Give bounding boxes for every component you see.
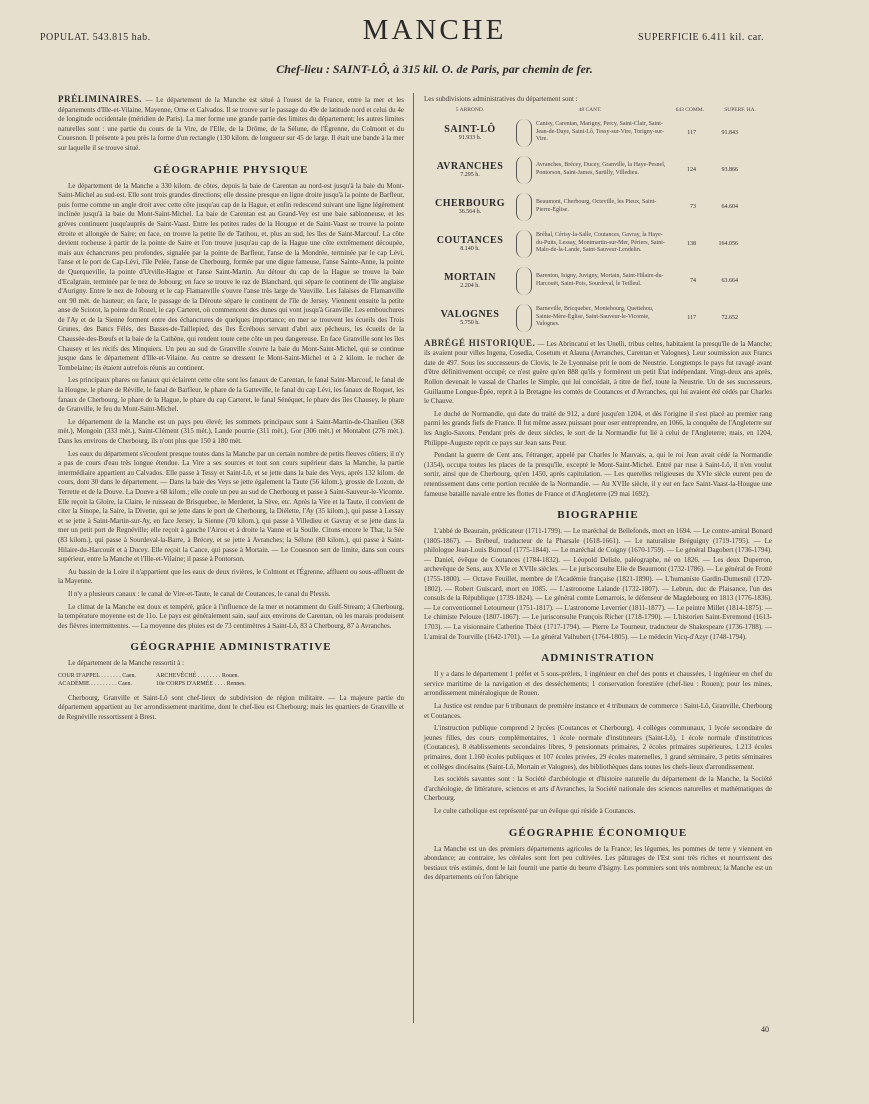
preliminaires-text: — Le département de la Manche est situé à l'ouest de la France, entre la mer et les départements d'Ille-et-Vilaine, Mayenne, Orne et Calvados. Il se trouve sur le passage du 49e de latitude nord et celui du 4e de longitude occidentale (méridien de Paris). La mer forme une grande partie des limites du département; les autres limites naturelles sont : une partie du cours de la Vire, de l'Elle, de la Drôme, de la Sélune, de l'Égrenne, du Colmont et du Couesnon. Il présente à peu près la forme d'un rectangle (130 kilom. de longueur sur 45 de large. Il était une bande à la mer sur laquelle il se trouve situé. xyxy=(58,96,405,152)
arrondissement-row xyxy=(424,302,772,334)
arrondissement-surface: 91.843 xyxy=(721,129,738,136)
arrondissement-communes: 117 xyxy=(687,129,696,136)
page-title: MANCHE xyxy=(362,14,507,46)
subdiv-col-header: SUPERF. HA. xyxy=(724,106,756,113)
column-divider xyxy=(413,93,414,1023)
subdiv-col-header: 48 CANT. xyxy=(578,106,602,113)
arrondissement-cantons: Bréhal, Cérisy-la-Salle, Coutances, Gavray, la Haye-du-Puits, Lessay, Montmartin-sur-Mer, Périers, Saint-Malo-de-la-Lande, Saint-Sauveur-Lendelin. xyxy=(536,232,665,254)
arrondissement-surface: 64.604 xyxy=(721,203,738,210)
arrondissement-communes: 74 xyxy=(690,277,696,284)
geo-admin-heading: GÉOGRAPHIE ADMINISTRATIVE xyxy=(130,641,332,654)
geo-physique-paragraph: Les eaux du département s'écoulent presque toutes dans la Manche par un certain nombre de petits fleuves côtiers; il n'y a pas de cours d'eau très longue étendue. La Vire a ses sources et tout son cours supérieur dans la Manche, la partie intermédiaire appartient au Calvados. Elle passe à Tessy et Saint-Lô, et se jette dans la baie des Veys, après 132 kilom. de cours, dont 30 dans le département. — Dans la baie des Veys se jette également la Taute (56 kilom.), grossie de Lozon, de Terrette et de la Douve. La Douve a 68 kilom.; elle coule un peu au sud de Cherbourg et passe à Saint-Sauveur-le-Vicomte. Elle reçoit la Gloire, la Claire, le ruisseau de Brisquebec, le Merderet, la Sève, etc. Après la Vire et la Taute, il convient de citer la Sinope, la Saire, la Divette, qui se jette dans le port de Cherbourg, la Diélette, l'Ay (35 kilom.), qui passe à Lessay et se jette à Saint-Martin-sur-Ay, en face Jersey, la Sienne (70 kilom.), qui passe à Villedieu et Gavray et se jette dans la mer un petit port de Regnéville; elle reçoit à gauche l'Airou et à droite la Vanne et la Soulle. Citons encore le Thar, la Sée (83 kilom.), qui passe à Sourdeval-la-Barre, à Brécey, et se jette à Avranches; la Sélune (80 kilom.), qui passe à Saint-Hilaire-du-Harcouët et à Ducey. Elle reçoit la Cance, qui passe à Mortain. — Le Couesnon sert de limite, dans son cours supérieur, entre la Manche et l'Ille-et-Vilaine; il passe à Pontorson. xyxy=(58,449,404,564)
arrondissement-name: COUTANCES xyxy=(436,235,504,247)
biographie-heading: BIOGRAPHIE xyxy=(557,509,639,522)
preliminaires-heading: PRÉLIMINAIRES. xyxy=(58,94,143,104)
administration-paragraph: Les sociétés savantes sont : la Société d'archéologie et d'histoire naturelle du département de la Manche, la Société d'archéologie, de littérature, sciences et arts d'Avranches, la Société nationale des sciences naturelles et mathématiques de Cherbourg. xyxy=(424,775,772,803)
subdivisions-header xyxy=(424,107,772,113)
arrondissement-surface: 72.652 xyxy=(721,314,738,321)
arrondissement-pop: 2.204 h. xyxy=(460,283,480,290)
arrondissement-name: VALOGNES xyxy=(440,309,500,321)
brace-icon xyxy=(516,193,532,221)
arrondissement-pop: 36.564 h. xyxy=(458,209,482,216)
geo-admin-table xyxy=(58,672,404,688)
arrondissement-name: SAINT-LÔ xyxy=(444,124,496,136)
geo-admin-row xyxy=(58,680,404,688)
arrondissement-row xyxy=(424,191,772,223)
brace-icon xyxy=(516,119,532,147)
arrondissement-row xyxy=(424,265,772,297)
brace-icon xyxy=(516,230,532,258)
biographie-paragraph: L'abbé de Beaurain, prédicateur (1711-1799). — Le maréchal de Bellefonds, mort en 1694. — Le contre-amiral Bonard (1805-1867). — Brébeuf, traducteur de la Pharsale (1618-1661). — Le naturaliste Bréguigny (1719-1795). — Le philologue Jean-Louis Burnouf (1775-1844). — Le maréchal de Coigny (1670-1759). — Le général Dagobert (1736-1794). — Daniel, évêque de Coutances (1784-1832). — Léopold Delisle, paléographe, né en 1826. — Les deux Duperron, archevêque de Sens, aux XVIe et XVIIe siècles. — Le jurisconsulte Elie de Beaumont (1732-1786). — Le général de Frotté (1755-1800). — Octave Feuillet, membre de l'Académie française (1821-1890). — L'humaniste Gardin-Dumesnil (1720-1802). — Robert Guiscard, mort en 1085. — L'astronome Lalande (1732-1807). — Lebrun, duc de Plaisance, l'un des consuls de la République (1739-1824). — Le général comte Lemarrois, le défenseur de Magdebourg en 1813 (1776-1836). — Le conventionnel Letourneur (1751-1817). — L'astronome Leverrier (1811-1877). — Le peintre Millet (1814-1875). — Le chimiste Pelouze (1807-1867). — Le jurisconsulte François Richer (1718-1790). — L'historien Saint-Evremond (1613-1703). — La visionnaire Catherine Théot (1717-1794). — Pierre Le Tourneur, traducteur de Shakespeare (1736-1788). — L'amiral de Tourville (1642-1701). — Le général Valhubert (1764-1805). — Le médecin Vicq-d'Azyr (1748-1794). xyxy=(424,527,772,641)
geo-economique-paragraph: La Manche est un des premiers départements agricoles de la France; les légumes, les pommes de terre y viennent en abondance; au contraire, les céréales sont fort peu cultivées. Les pâturages de l'Est sont très riches et nourrissent des bestiaux très estimés, dont le lait fournit une partie du beurre d'Isigny. Les pommiers sont très nombreux; la Manche est un des départements où l'on fabrique xyxy=(424,844,772,882)
administration-heading: ADMINISTRATION xyxy=(541,652,655,665)
administration-paragraph: Il y a dans le département 1 préfet et 5 sous-préfets, 1 ingénieur en chef des ponts et chaussées, 1 ingénieur en chef du service maritime de la navigation et des desséchements; 1 conservation forestière (chef-lieu : Rouen); pour les mines, arrondissement minéralogique de Rouen. xyxy=(424,670,772,698)
arrondissement-pop: 8.140 h. xyxy=(460,246,480,253)
arrondissement-pop: 5.750 h. xyxy=(460,320,480,327)
arrondissement-row xyxy=(424,117,772,149)
brace-icon xyxy=(516,304,532,332)
geo-admin-cell: 10e CORPS D'ARMÉE . . . . Rennes. xyxy=(156,680,246,687)
preliminaires-paragraph xyxy=(58,95,404,154)
arrondissement-row xyxy=(424,228,772,260)
chef-lieu-subtitle: Chef-lieu : SAINT-LÔ, à 315 kil. O. de Paris, par chemin de fer. xyxy=(276,62,593,76)
arrondissement-cantons: Barneville, Bricquebec, Montebourg, Quettehou, Sainte-Mère-Église, Saint-Sauveur-le-Vicomte, Valognes. xyxy=(536,306,654,328)
geo-physique-paragraph: Au bassin de la Loire il n'appartient que les eaux de deux rivières, le Colmont et l'Égrenne, affluent ou sous-affluent de la Mayenne. xyxy=(58,567,404,586)
arrondissement-surface: 93.866 xyxy=(721,166,738,173)
surface-label: SUPERFICIE 6.411 kil. car. xyxy=(638,32,764,43)
brace-icon xyxy=(516,267,532,295)
arrondissement-cantons: Avranches, Brécey, Ducey, Granville, la Haye-Pesnel, Pontorson, Saint-James, Sartilly, Villedieu. xyxy=(536,162,666,176)
arrondissement-name: AVRANCHES xyxy=(436,161,504,173)
subdiv-col-header: 643 COMM. xyxy=(675,106,704,113)
arrondissement-name: MORTAIN xyxy=(444,272,496,284)
arrondissement-cantons: Beaumont, Cherbourg, Octeville, les Pieux, Saint-Pierre-Église. xyxy=(536,199,657,213)
geo-admin-cell: ACADÉMIE . . . . . . . . . Caen. xyxy=(58,680,132,687)
arrondissement-communes: 73 xyxy=(690,203,696,210)
right-column xyxy=(424,95,772,886)
page-number: 40 xyxy=(761,1025,769,1034)
geo-admin-row xyxy=(58,672,404,680)
geo-physique-paragraph: Le climat de la Manche est doux et tempéré, grâce à l'influence de la mer et notamment du Gulf-Stream; à Cherbourg, la température moyenne est de 11o. Le pays est généralement sain, sauf aux environs de Carentan, où les marais produisent des fièvres intermittentes. — La moyenne des pluies est de 73 centimètres à Saint-Lô, 83 à Cherbourg, 87 à Avranches. xyxy=(58,602,404,630)
geo-physique-heading: GÉOGRAPHIE PHYSIQUE xyxy=(153,163,309,176)
abrege-paragraph: Pendant la guerre de Cent ans, l'étranger, appelé par Charles le Mauvais, a, qui le roi Jean avait cédé la Normandie (1354), occupa toutes les places de la presqu'île, excepté le Mont-Saint-Michel. Entré par ruse à Saint-Lô, il n'en voulut sortir, ainsi que de Cherbourg, qu'en 1450, après capitulation. — Les querelles religieuses du XVIe siècle eurent peu de retentissement dans cette portion reculée de la Normandie. — Au XVIIe siècle, il y eut en face Saint-Vaast-la-Hougue une fameuse bataille navale entre les flottes de France et d'Angleterre (29 mai 1692). xyxy=(424,451,772,498)
geo-admin-cell: ARCHEVÊCHÉ . . . . . . . . Rouen. xyxy=(156,672,239,679)
left-column xyxy=(58,95,404,726)
population-label: POPULAT. 543.815 hab. xyxy=(40,32,151,43)
geo-admin-paragraph: Cherbourg, Granville et Saint-Lô sont chef-lieux de subdivision de région militaire. — La majeure partie du département appartient au 1er arrondissement maritime, dont le chef-lieu est Cherbourg; mais les quartiers de Granville et de Regnéville ressortissent à Brest. xyxy=(58,693,404,722)
geo-physique-paragraph: Il n'y a plusieurs canaux : le canal de Vire-et-Taute, le canal de Coutances, le canal du Plessis. xyxy=(68,589,331,598)
administration-paragraph: L'instruction publique comprend 2 lycées (Coutances et Cherbourg), 4 collèges communaux, 1 lycée secondaire de jeunes filles, des cours complémentaires, 1 école normale d'instituteurs (Saint-Lô), 1 école normale d'institutrices (Coutances), 8 établissements secondaires libres, 9 pensionnats primaires, 2 écoles primaires supérieures, 1.213 écoles primaires, dont 1.160 écoles publiques et 107 écoles privées, 29 écoles maternelles, 1 grand séminaire, 3 petits séminaires et collèges diocésains (Saint-Lô, Mortain et Valognes), des bibliothèques dans toutes les chefs-lieux d'arrondissement. xyxy=(424,724,772,771)
abrege-heading: ABRÉGÉ HISTORIQUE. xyxy=(424,337,536,348)
geo-physique-paragraph: Le département de la Manche a 330 kilom. de côtes, depuis la baie de Carentan au nord-est jusqu'à la baie du Mont-Saint-Michel au sud-est. Elle sont trois grandes directions; elle dessine presque en ligne droite jusqu'à la pointe de Barfleur, puis forme comme un angle droit avec cette côte jusqu'au cap de la Hague, et enfin redescend suivant une ligne légèrement inclinée jusqu'à la baie du Mont-Saint-Michel. La baie de Carentan est au Grand-Vey est une baie sablonneuse, et les grèves continuent jusqu'auprès de Saint-Vaast. Entre les petites rades de la Hougue et de Saint-Vaast se trouve la pointe étroite et allongée de Saire; en face, on trouve la petite île de Tatihou, et, plus au sud, les îles de Saint-Marcouf. La côte devient rocheuse à partir de la pointe de Saire et l'on trouve jusqu'au cap de la Hague une côte extrêmement découpée, mais aux échancrures peu profondes, signalée par la pointe de Barfleur, l'anse de la Mondrée, terminée par le cap Lévi, l'anse et le port de Cap-Lévi, l'île Pelée, l'anse de Cherbourg, formée par une digue fameuse, l'anse Sainte-Anne, la pointe de Querqueville, la pointe d'Urville-Hague et l'anse Saint-Martin. Au détour du cap de la Hague se trouve la baie d'Ecalgrain, terminée par le nez de Jobourg; en face se trouve le raz de Blanchard, qui sépare le continent de l'île anglaise d'Aurigny. Entre le nez de Jobourg et le cap Flamanville s'ouvre l'anse très large de Vauville. Les falaises de Flamanville ont 90 mèt. de hauteur; en face, le passage de la Déroute sépare le continent de l'île de Jersey. Viennent ensuite la petite anse de Sciotot, la pointe du Rozel, le cap Carteret, où commencent des dunes qui vont jusqu'à Granville. Les embouchures de l'Ay et de la Sienne forment entre des échancrures de quelques importance; en mer se trouvent les écueils des Trois Grunes, des Bancs Félés, des Basses-de-Taillepied, des îles Écréhous servant d'abri aux pêcheurs, les écueils de la Chaussée-des-Bœufs et la baie de la Cathène, qui rendent toute cette côte un peu dangereuse. En face Granville sont les îles Chausey et les récifs des Minquiers. Un peu au sud de Granville s'ouvre la baie du Mont-Saint-Michel, qui se continue jusque dans le département d'Ille-et-Vilaine. Au centre se dressent le Mont-Saint-Michel et à 2 kilom. le rocher de Tombelaine; ils étaient autrefois réunis au continent. xyxy=(58,181,404,372)
abrege-text: — Les Abrincatui et les Unelli, tribus celtes, habitaient la presqu'île de la Manche; ils avaient pour villes Ingena, Cosedia, Cosetum et Alauna (Avranches, Carentan et Valognes). Leur soumission aux Francs date de 497. Sous les successeurs de Clovis, le 2e Lyonnaise prit le nom de Neustrie. Longtemps le pays fut ravagé avant d'être définitivement occupé; ce n'est guère qu'en 888 qu'ils y formèrent un petit État indépendant. Vingt-deux ans après, Rollon devenait le vassal de Charles le Simple, qui lui concédait, à titre de fief, toute la Neustrie. Un de ses successeurs, Guillaume Longue-Épée, reprit à la Bretagne les comtés de Coutances et d'Avranches, qui lui avaient été cédés par Charles le Chauve. xyxy=(424,339,772,406)
geo-economique-heading: GÉOGRAPHIE ÉCONOMIQUE xyxy=(508,826,688,839)
arrondissement-communes: 117 xyxy=(687,314,696,321)
subdiv-col-header: 5 ARROND. xyxy=(455,106,485,113)
arrondissement-cantons: Barenton, Isigny, Juvigny, Mortain, Saint-Hilaire-du-Harcouët, Saint-Pois, Sourdeval, le Teilleul. xyxy=(536,273,664,287)
subdivisions-intro: Les subdivisions administratives du département sont : xyxy=(424,95,578,103)
administration-paragraph: La Justice est rendue par 6 tribunaux de première instance et 4 tribunaux de commerce : Saint-Lô, Granville, Cherbourg et Coutances. xyxy=(424,702,772,720)
arrondissement-surface: 63.664 xyxy=(721,277,738,284)
geo-physique-paragraph: Le département de la Manche est un pays peu élevé; les sommets principaux sont à Saint-Martin-de-Chaulieu (368 mèt.), Mongoin (333 mèt.), Saint-Clément (315 mèt.), Lande pourrie (311 mèt.), Gor (306 mèt.) et Montabot (276 mèt.). Dans les environs de Cherbourg, ils n'ont plus que 150 à 180 mèt. xyxy=(58,417,404,445)
arrondissement-pop: 7.295 h. xyxy=(460,172,480,179)
arrondissement-name: CHERBOURG xyxy=(434,198,506,210)
arrondissement-communes: 124 xyxy=(687,166,696,173)
geo-physique-paragraph: Les principaux phares ou fanaux qui éclairent cette côte sont les fanaux de Carentan, le fanal Saint-Marcouf, le fanal de la Hougue, le phare de Réville, le fanal de Barfleur, le phare de la Gatteville, le fanal du cap Lévi, les fanaux de Roquet, les fanaux de Cherbourg, le phare de la Hague, le phare du cap Carteret, le fanal Sénéquet, le phare des îles Chausey, le phare de Granville, le feu du Mont-Saint-Michel. xyxy=(58,376,404,414)
arrondissement-pop: 91.933 h. xyxy=(458,135,482,142)
arrondissement-row xyxy=(424,154,772,186)
geo-admin-cell: COUR D'APPEL . . . . . . . Caen. xyxy=(58,672,137,679)
geo-admin-intro: Le département de la Manche ressortit à : xyxy=(68,659,185,668)
abrege-paragraph: Le duché de Normandie, qui date du traité de 912, a duré jusqu'en 1204, et dès l'origine il s'est placé au premier rang parmi les grands fiefs de France. Il fut même assez puissant pour oser entreprendre, en 1066, la conquête de l'Angleterre sur les Anglo-Saxons. Pendant près de deux siècles, le sort de la Normandie fut lié à celui de l'Angleterre; mais, en 1204, Philippe-Auguste reprit ce pays sur Jean sans Peur. xyxy=(424,409,772,447)
brace-icon xyxy=(516,156,532,184)
arrondissement-communes: 138 xyxy=(687,240,696,247)
arrondissement-surface: 164.056 xyxy=(718,240,738,247)
administration-paragraph: Le culte catholique est représenté par un évêque qui réside à Coutances. xyxy=(434,806,636,815)
arrondissement-cantons: Canisy, Carentan, Marigny, Percy, Saint-Clair, Saint-Jean-de-Daye, Saint-Lô, Tessy-sur-Vire, Torigny-sur-Vire. xyxy=(536,121,664,143)
abrege-paragraph xyxy=(424,339,772,407)
